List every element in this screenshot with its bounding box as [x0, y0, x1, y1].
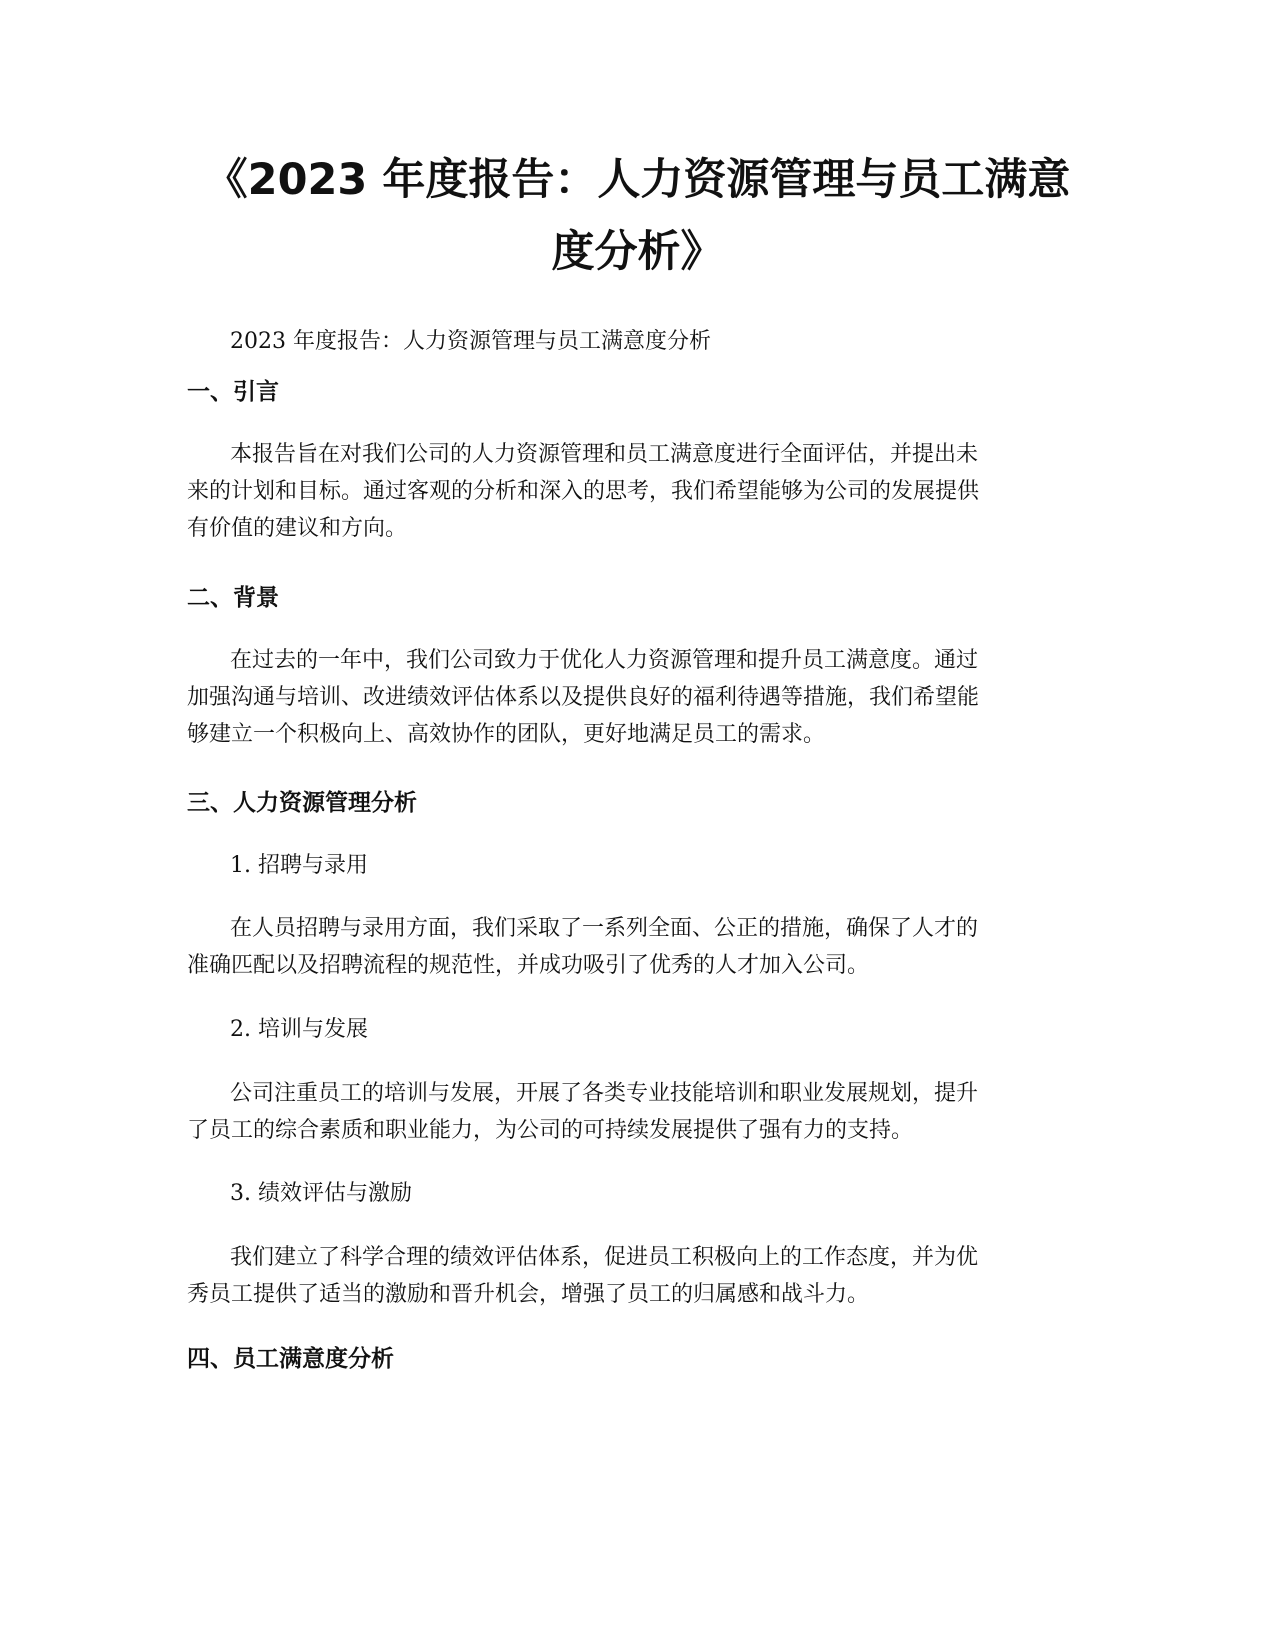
section-heading-introduction: 一、引言 [187, 379, 279, 405]
section-heading-satisfaction-analysis: 四、员工满意度分析 [187, 1346, 394, 1372]
paragraph-line: 公司注重员工的培训与发展，开展了各类专业技能培训和职业发展规划，提升 [230, 1081, 979, 1106]
paragraph-line: 有价值的建议和方向。 [187, 516, 408, 541]
paragraph-line: 准确匹配以及招聘流程的规范性，并成功吸引了优秀的人才加入公司。 [187, 953, 870, 978]
paragraph-line: 了员工的综合素质和职业能力，为公司的可持续发展提供了强有力的支持。 [187, 1118, 914, 1143]
subsection-recruitment-paragraph [187, 910, 1092, 984]
document-subtitle: 2023 年度报告：人力资源管理与员工满意度分析 [230, 329, 711, 354]
subsection-performance-paragraph [187, 1239, 1092, 1313]
paragraph-line: 加强沟通与培训、改进绩效评估体系以及提供良好的福利待遇等措施，我们希望能 [187, 685, 980, 710]
subsection-training-paragraph [187, 1075, 1092, 1149]
paragraph-line: 来的计划和目标。通过客观的分析和深入的思考，我们希望能够为公司的发展提供 [187, 479, 980, 504]
section-heading-hr-analysis: 三、人力资源管理分析 [187, 790, 417, 816]
paragraph-line: 我们建立了科学合理的绩效评估体系，促进员工积极向上的工作态度，并为优 [230, 1245, 979, 1270]
subsection-title-performance: 3. 绩效评估与激励 [230, 1181, 412, 1206]
section-heading-background: 二、背景 [187, 585, 279, 611]
document-title-line-2: 度分析》 [551, 227, 724, 277]
subsection-title-training: 2. 培训与发展 [230, 1017, 368, 1042]
section-background-paragraph [187, 642, 1092, 753]
subsection-title-recruitment: 1. 招聘与录用 [230, 853, 368, 878]
paragraph-line: 在过去的一年中，我们公司致力于优化人力资源管理和提升员工满意度。通过 [230, 648, 979, 673]
section-introduction-paragraph [187, 436, 1092, 547]
document-title-line-1: 《2023 年度报告：人力资源管理与员工满意 [204, 155, 1071, 205]
paragraph-line: 够建立一个积极向上、高效协作的团队，更好地满足员工的需求。 [187, 722, 826, 747]
paragraph-line: 本报告旨在对我们公司的人力资源管理和员工满意度进行全面评估，并提出未 [230, 442, 979, 467]
paragraph-line: 在人员招聘与录用方面，我们采取了一系列全面、公正的措施，确保了人才的 [230, 916, 979, 941]
paragraph-line: 秀员工提供了适当的激励和晋升机会，增强了员工的归属感和战斗力。 [187, 1282, 870, 1307]
